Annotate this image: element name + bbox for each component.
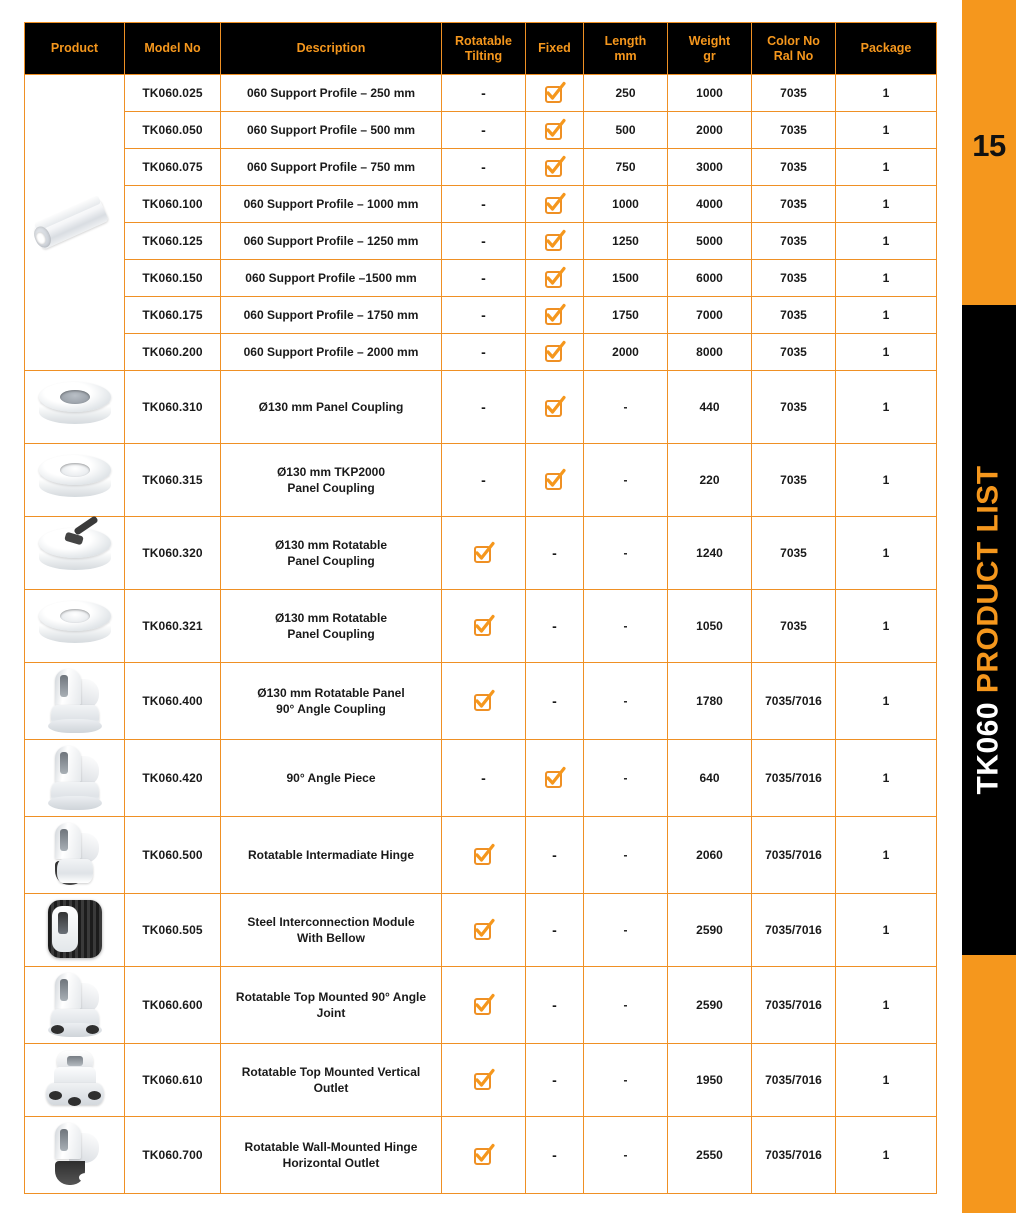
cell-fixed: -: [526, 817, 584, 894]
cell-fixed: [526, 260, 584, 297]
cell-model-no: TK060.610: [125, 1044, 221, 1117]
cell-length-mm: -: [584, 517, 668, 590]
table-row: [25, 371, 937, 444]
product-image-rotatable-angle-coupling-elbow: [25, 663, 125, 740]
cell-weight-gr: 1780: [668, 663, 752, 740]
cell-weight-gr: 1950: [668, 1044, 752, 1117]
cell-package: 1: [836, 590, 937, 663]
cell-description: Rotatable Wall-Mounted Hinge Horizontal Outlet: [221, 1117, 442, 1194]
cell-color-ral-no: 7035: [752, 75, 836, 112]
cell-length-mm: 2000: [584, 334, 668, 371]
cell-description: Steel Interconnection Module With Bellow: [221, 894, 442, 967]
cell-color-ral-no: 7035: [752, 297, 836, 334]
cell-rotatable-tilting: -: [442, 75, 526, 112]
cell-model-no: TK060.310: [125, 371, 221, 444]
cell-color-ral-no: 7035/7016: [752, 967, 836, 1044]
weight-label-line2: gr: [703, 48, 716, 63]
cell-weight-gr: 2590: [668, 894, 752, 967]
cell-rotatable-tilting: -: [442, 260, 526, 297]
product-image-steel-bellow-module: [25, 894, 125, 967]
cell-package: 1: [836, 1117, 937, 1194]
cell-weight-gr: 440: [668, 371, 752, 444]
cell-length-mm: 500: [584, 112, 668, 149]
page-side-tab: [962, 0, 1016, 1213]
cell-length-mm: -: [584, 663, 668, 740]
cell-description: Ø130 mm Rotatable Panel 90° Angle Coupling: [221, 663, 442, 740]
cell-fixed: -: [526, 1044, 584, 1117]
cell-rotatable-tilting: -: [442, 297, 526, 334]
product-image-intermediate-hinge: [25, 817, 125, 894]
cell-description: 060 Support Profile – 750 mm: [221, 149, 442, 186]
cell-model-no: TK060.200: [125, 334, 221, 371]
page-number: 15: [972, 128, 1006, 163]
cell-model-no: TK060.025: [125, 75, 221, 112]
product-image-rotatable-coupling-lever: [25, 517, 125, 590]
cell-model-no: TK060.125: [125, 223, 221, 260]
table-row: [25, 590, 937, 663]
cell-package: 1: [836, 967, 937, 1044]
cell-weight-gr: 2060: [668, 817, 752, 894]
table-row: [25, 817, 937, 894]
cell-model-no: TK060.150: [125, 260, 221, 297]
cell-color-ral-no: 7035/7016: [752, 894, 836, 967]
cell-weight-gr: 640: [668, 740, 752, 817]
product-image-rotatable-coupling-open: [25, 590, 125, 663]
cell-length-mm: -: [584, 740, 668, 817]
cell-package: 1: [836, 1044, 937, 1117]
vertical-section-title: [962, 305, 1016, 955]
length-label-line2: mm: [614, 48, 637, 63]
column-header-fixed: Fixed: [526, 23, 584, 75]
cell-length-mm: 1000: [584, 186, 668, 223]
cell-package: 1: [836, 334, 937, 371]
vertical-title-product-code: TK060: [972, 701, 1005, 795]
cell-weight-gr: 1050: [668, 590, 752, 663]
cell-model-no: TK060.075: [125, 149, 221, 186]
cell-package: 1: [836, 149, 937, 186]
cell-length-mm: -: [584, 967, 668, 1044]
cell-length-mm: 1250: [584, 223, 668, 260]
cell-length-mm: -: [584, 444, 668, 517]
product-image-wall-mounted-hinge-outlet: [25, 1117, 125, 1194]
checkbox-checked-icon: [544, 768, 565, 789]
checkbox-checked-icon: [544, 231, 565, 252]
cell-weight-gr: 7000: [668, 297, 752, 334]
checkbox-checked-icon: [473, 920, 494, 941]
cell-fixed: [526, 223, 584, 260]
table-body: [25, 75, 937, 1194]
cell-color-ral-no: 7035/7016: [752, 1044, 836, 1117]
cell-weight-gr: 2000: [668, 112, 752, 149]
cell-rotatable-tilting: -: [442, 444, 526, 517]
column-header-model-no: Model No: [125, 23, 221, 75]
cell-description: 060 Support Profile – 2000 mm: [221, 334, 442, 371]
column-header-weight: [668, 23, 752, 75]
cell-package: 1: [836, 112, 937, 149]
cell-rotatable-tilting: [442, 663, 526, 740]
checkbox-checked-icon: [473, 543, 494, 564]
cell-length-mm: -: [584, 817, 668, 894]
cell-rotatable-tilting: [442, 517, 526, 590]
cell-fixed: -: [526, 894, 584, 967]
cell-fixed: [526, 149, 584, 186]
column-header-package: Package: [836, 23, 937, 75]
checkbox-checked-icon: [544, 83, 565, 104]
checkbox-checked-icon: [544, 120, 565, 141]
cell-weight-gr: 220: [668, 444, 752, 517]
cell-description: Ø130 mm Rotatable Panel Coupling: [221, 517, 442, 590]
checkbox-checked-icon: [473, 1070, 494, 1091]
cell-weight-gr: 2590: [668, 967, 752, 1044]
cell-fixed: [526, 740, 584, 817]
checkbox-checked-icon: [544, 194, 565, 215]
cell-package: 1: [836, 894, 937, 967]
cell-fixed: [526, 444, 584, 517]
cell-rotatable-tilting: -: [442, 112, 526, 149]
cell-fixed: [526, 75, 584, 112]
vertical-title-product-list: PRODUCT LIST: [972, 465, 1005, 694]
side-tab-orange-bottom: [962, 955, 1016, 1213]
cell-package: 1: [836, 75, 937, 112]
cell-rotatable-tilting: [442, 967, 526, 1044]
cell-model-no: TK060.420: [125, 740, 221, 817]
cell-length-mm: 1500: [584, 260, 668, 297]
cell-model-no: TK060.100: [125, 186, 221, 223]
cell-description: 060 Support Profile –1500 mm: [221, 260, 442, 297]
cell-package: 1: [836, 223, 937, 260]
table-row: [25, 894, 937, 967]
cell-description: 060 Support Profile – 1000 mm: [221, 186, 442, 223]
cell-color-ral-no: 7035/7016: [752, 740, 836, 817]
length-label-line1: Length: [604, 34, 647, 49]
cell-length-mm: 750: [584, 149, 668, 186]
cell-package: 1: [836, 517, 937, 590]
cell-length-mm: -: [584, 1117, 668, 1194]
cell-weight-gr: 1240: [668, 517, 752, 590]
table-row: [25, 740, 937, 817]
cell-fixed: -: [526, 967, 584, 1044]
checkbox-checked-icon: [544, 305, 565, 326]
cell-color-ral-no: 7035: [752, 112, 836, 149]
cell-color-ral-no: 7035/7016: [752, 1117, 836, 1194]
cell-package: 1: [836, 663, 937, 740]
cell-description: 060 Support Profile – 1750 mm: [221, 297, 442, 334]
cell-description: 90° Angle Piece: [221, 740, 442, 817]
cell-package: 1: [836, 186, 937, 223]
cell-length-mm: -: [584, 371, 668, 444]
column-header-length: [584, 23, 668, 75]
cell-fixed: [526, 297, 584, 334]
cell-fixed: [526, 112, 584, 149]
cell-description: 060 Support Profile – 250 mm: [221, 75, 442, 112]
color-label-line2: Ral No: [773, 48, 814, 63]
checkbox-checked-icon: [473, 616, 494, 637]
cell-weight-gr: 4000: [668, 186, 752, 223]
checkbox-checked-icon: [544, 470, 565, 491]
product-image-panel-coupling-disc: [25, 371, 125, 444]
product-image-support-profile-tube: [25, 75, 125, 371]
column-header-product: Product: [25, 23, 125, 75]
cell-description: Ø130 mm Panel Coupling: [221, 371, 442, 444]
cell-description: Rotatable Top Mounted 90° Angle Joint: [221, 967, 442, 1044]
cell-description: 060 Support Profile – 1250 mm: [221, 223, 442, 260]
checkbox-checked-icon: [473, 691, 494, 712]
product-table-container: [24, 22, 936, 1194]
table-row: [25, 297, 937, 334]
product-image-angle-piece-elbow: [25, 740, 125, 817]
checkbox-checked-icon: [473, 845, 494, 866]
table-header: [25, 23, 937, 75]
cell-model-no: TK060.500: [125, 817, 221, 894]
cell-weight-gr: 5000: [668, 223, 752, 260]
table-row: [25, 260, 937, 297]
cell-package: 1: [836, 817, 937, 894]
rotatable-label-line2: Tilting: [464, 48, 503, 63]
cell-length-mm: -: [584, 894, 668, 967]
cell-weight-gr: 3000: [668, 149, 752, 186]
checkbox-checked-icon: [473, 1145, 494, 1166]
cell-color-ral-no: 7035/7016: [752, 817, 836, 894]
table-row: [25, 1044, 937, 1117]
table-row: [25, 149, 937, 186]
cell-weight-gr: 6000: [668, 260, 752, 297]
cell-model-no: TK060.400: [125, 663, 221, 740]
checkbox-checked-icon: [544, 268, 565, 289]
column-header-color-ral: [752, 23, 836, 75]
product-image-top-mounted-angle-joint: [25, 967, 125, 1044]
cell-rotatable-tilting: [442, 894, 526, 967]
cell-description: Rotatable Top Mounted Vertical Outlet: [221, 1044, 442, 1117]
cell-description: 060 Support Profile – 500 mm: [221, 112, 442, 149]
weight-label-line1: Weight: [688, 34, 731, 49]
column-header-description: Description: [221, 23, 442, 75]
cell-weight-gr: 8000: [668, 334, 752, 371]
cell-package: 1: [836, 371, 937, 444]
product-image-tkp2000-coupling-ring: [25, 444, 125, 517]
table-row: [25, 112, 937, 149]
cell-model-no: TK060.600: [125, 967, 221, 1044]
table-row: [25, 75, 937, 112]
cell-package: 1: [836, 297, 937, 334]
checkbox-checked-icon: [544, 157, 565, 178]
cell-model-no: TK060.315: [125, 444, 221, 517]
color-label-line1: Color No: [767, 34, 820, 49]
table-row: [25, 444, 937, 517]
cell-fixed: -: [526, 1117, 584, 1194]
cell-color-ral-no: 7035: [752, 590, 836, 663]
cell-fixed: [526, 371, 584, 444]
cell-rotatable-tilting: -: [442, 371, 526, 444]
cell-weight-gr: 1000: [668, 75, 752, 112]
table-row: [25, 223, 937, 260]
cell-fixed: -: [526, 517, 584, 590]
cell-description: Ø130 mm TKP2000 Panel Coupling: [221, 444, 442, 517]
cell-model-no: TK060.321: [125, 590, 221, 663]
column-header-rotatable-tilting: [442, 23, 526, 75]
cell-fixed: [526, 186, 584, 223]
cell-fixed: [526, 334, 584, 371]
checkbox-checked-icon: [473, 995, 494, 1016]
cell-color-ral-no: 7035: [752, 517, 836, 590]
cell-model-no: TK060.050: [125, 112, 221, 149]
cell-rotatable-tilting: -: [442, 186, 526, 223]
cell-color-ral-no: 7035/7016: [752, 663, 836, 740]
cell-model-no: TK060.320: [125, 517, 221, 590]
header-row: [25, 23, 937, 75]
cell-length-mm: -: [584, 590, 668, 663]
table-row: [25, 334, 937, 371]
cell-rotatable-tilting: [442, 590, 526, 663]
cell-color-ral-no: 7035: [752, 260, 836, 297]
cell-rotatable-tilting: -: [442, 223, 526, 260]
cell-rotatable-tilting: [442, 1044, 526, 1117]
cell-color-ral-no: 7035: [752, 444, 836, 517]
cell-length-mm: 1750: [584, 297, 668, 334]
cell-color-ral-no: 7035: [752, 149, 836, 186]
table-row: [25, 967, 937, 1044]
cell-fixed: -: [526, 590, 584, 663]
cell-model-no: TK060.175: [125, 297, 221, 334]
cell-model-no: TK060.700: [125, 1117, 221, 1194]
rotatable-label-line1: Rotatable: [455, 34, 512, 49]
cell-description: Ø130 mm Rotatable Panel Coupling: [221, 590, 442, 663]
cell-rotatable-tilting: -: [442, 149, 526, 186]
cell-rotatable-tilting: [442, 1117, 526, 1194]
cell-package: 1: [836, 444, 937, 517]
cell-rotatable-tilting: -: [442, 334, 526, 371]
checkbox-checked-icon: [544, 342, 565, 363]
checkbox-checked-icon: [544, 397, 565, 418]
cell-rotatable-tilting: [442, 817, 526, 894]
cell-description: Rotatable Intermadiate Hinge: [221, 817, 442, 894]
cell-fixed: -: [526, 663, 584, 740]
cell-color-ral-no: 7035: [752, 334, 836, 371]
table-row: [25, 1117, 937, 1194]
table-row: [25, 517, 937, 590]
cell-model-no: TK060.505: [125, 894, 221, 967]
product-table: [24, 22, 937, 1194]
cell-color-ral-no: 7035: [752, 186, 836, 223]
cell-package: 1: [836, 260, 937, 297]
cell-weight-gr: 2550: [668, 1117, 752, 1194]
table-row: [25, 663, 937, 740]
table-row: [25, 186, 937, 223]
cell-length-mm: 250: [584, 75, 668, 112]
cell-rotatable-tilting: -: [442, 740, 526, 817]
cell-color-ral-no: 7035: [752, 371, 836, 444]
cell-package: 1: [836, 740, 937, 817]
cell-length-mm: -: [584, 1044, 668, 1117]
product-image-top-mounted-vertical-outlet: [25, 1044, 125, 1117]
cell-color-ral-no: 7035: [752, 223, 836, 260]
